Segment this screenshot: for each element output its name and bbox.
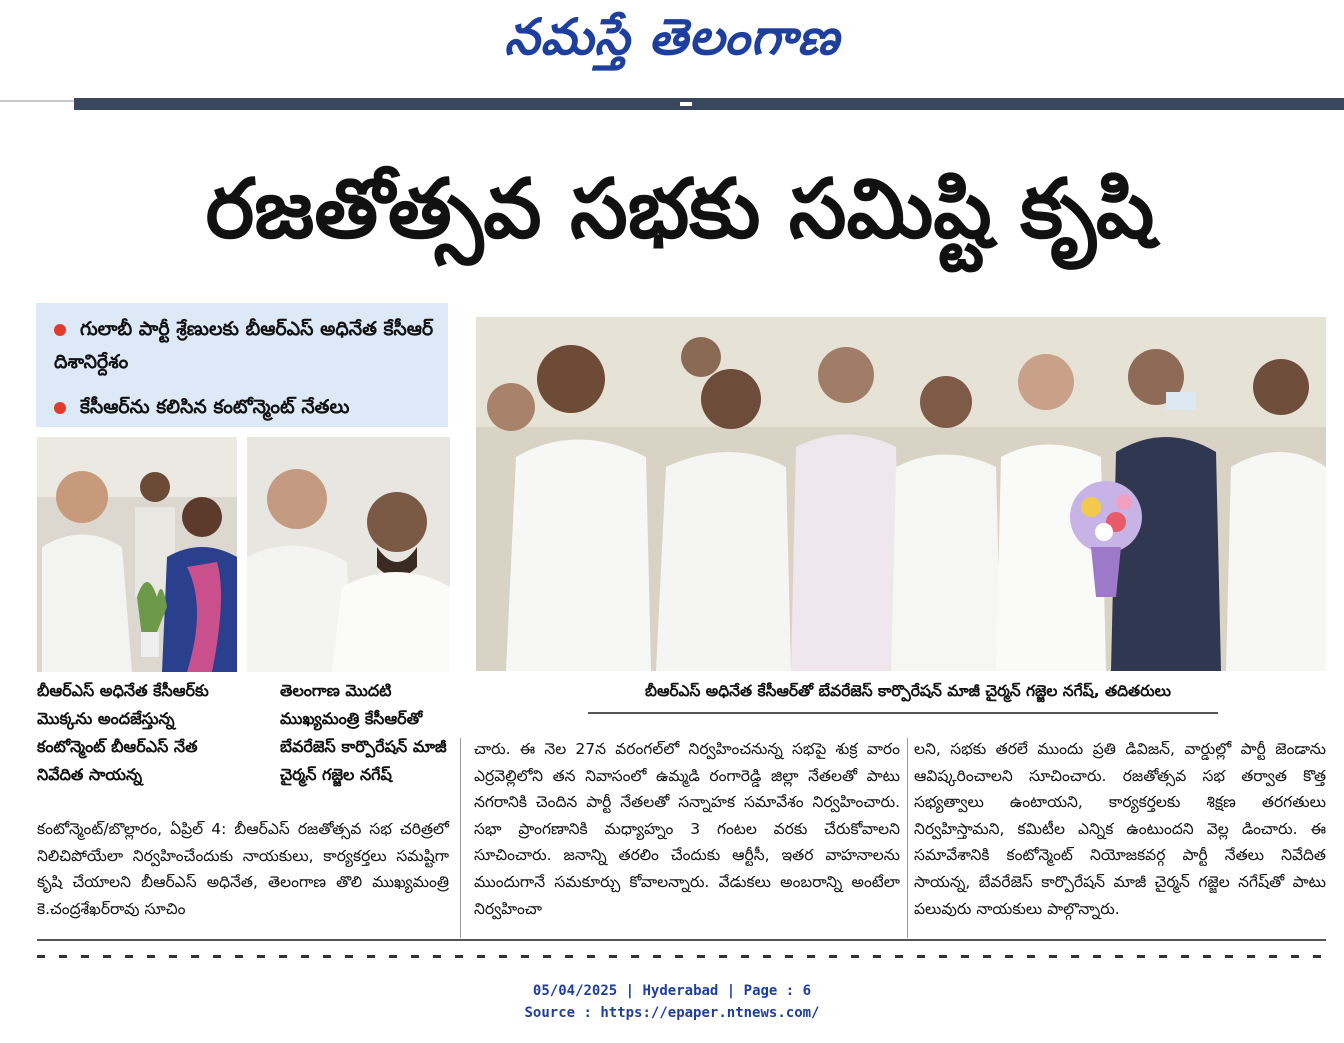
caption-main-photo: బీఆర్ఎస్ అధినేత కేసీఆర్‌తో బేవరేజెస్ కార్పొరేషన్ మాజీ చైర్మన్ గజ్జెల నగేష్, తదితరులు — [645, 682, 1171, 700]
caption-photo1: బీఆర్ఎస్ అధినేత కేసీఆర్‌కు మొక్కను అందజేస్తున్న కంటోన్మెంట్ బీఆర్ఎస్ నేత నివేదిత సాయన్న — [37, 681, 209, 784]
headline: రజతోత్సవ సభకు సమిష్టి కృషి — [205, 162, 1155, 257]
caption-underline — [588, 712, 1218, 714]
bullet-icon — [54, 402, 66, 414]
photo-kcr-nagesh — [247, 437, 450, 672]
article-bottom-rule — [37, 939, 1326, 941]
column-divider — [460, 738, 461, 938]
article-column-2: చారు. ఈ నెల 27న వరంగల్‌లో నిర్వహించనున్న సభపై శుక్ర వారం ఎర్రవెల్లిలోని తన నివాసంలో ఉమ్మడి రంగారెడ్డి జిల్లా నేతలతో పాటు నగరానికి చెందిన పార్టీ నేతలతో సన్నాహక సమావేశం నిర్వహించారు. సభా ప్రాంగణానికి మధ్యాహ్నం 3 గంటల వరకు చేరుకోవాలని సూచించారు. జనాన్ని తరలిం చేందుకు ఆర్టీసీ, ఇతర వాహనాలను ముందుగానే సమకూర్చు కోవాలన్నారు. వేడుకలు అంబరాన్ని అంటేలా నిర్వహించా — [474, 740, 900, 918]
column-divider — [907, 738, 908, 938]
main-group-photo — [476, 317, 1326, 671]
highlight-item — [54, 391, 439, 424]
photo-kcr-plant — [37, 437, 237, 672]
highlight-item — [54, 313, 439, 379]
caption-photo2: తెలంగాణ మొదటి ముఖ్యమంత్రి కేసీఆర్‌తో బేవరేజెస్ కార్పొరేషన్ మాజీ చైర్మన్ గజ్జెల నగేష్ — [280, 681, 447, 784]
article-column-3: లని, సభకు తరలే ముందు ప్రతి డివిజన్, వార్డుల్లో పార్టీ జెండాను ఆవిష్కరించాలని సూచించారు. రజతోత్సవ సభ తర్వాత కొత్త సభ్యత్వాలు ఉంటాయని, కార్యకర్తలకు శిక్షణ తరగతులు నిర్వహిస్తామని, కమిటీల ఎన్నిక ఉంటుందని వెల్ల డించారు. ఈ సమావేశానికి కంటోన్మెంట్ నియోజకవర్గ పార్టీ నేతలు నివేదిత సాయన్న, బేవరేజెస్ కార్పొరేషన్ మాజీ చైర్మన్ గజ్జెల నగేష్‌తో పాటు పలువురు నాయకులు పాల్గొన్నారు. — [914, 740, 1326, 918]
next-article-cutoff — [37, 955, 1326, 958]
masthead-band — [74, 98, 1344, 110]
highlights-box — [36, 303, 448, 427]
article-column-1: కంటోన్మెంట్/బొల్లారం, ఏప్రిల్ 4: బీఆర్ఎస్ రజతోత్సవ సభ చరిత్రలో నిలిచిపోయేలా నిర్వహించేందుకు నాయకులు, కార్యకర్తలు సమష్టిగా కృషి చేయాలని బీఆర్ఎస్ అధినేత, తెలంగాణ తొలి ముఖ్యమంత్రి కె.చంద్రశేఖర్‌రావు సూచిం — [37, 820, 449, 918]
masthead-logo: నమస్తే తెలంగాణ — [504, 8, 840, 66]
footer-source-line: Source : https://epaper.ntnews.com/ — [524, 1005, 820, 1021]
masthead-band-notch — [680, 102, 692, 106]
bullet-icon — [54, 324, 66, 336]
highlight-text: కేసీఆర్‌ను కలిసిన కంటోన్మెంట్ నేతలు — [80, 396, 350, 418]
highlight-text: గులాబీ పార్టీ శ్రేణులకు బీఆర్ఎస్ అధినేత కేసీఆర్ దిశానిర్దేశం — [54, 318, 434, 373]
footer-date-line: 05/04/2025 | Hyderabad | Page : 6 — [532, 983, 812, 999]
